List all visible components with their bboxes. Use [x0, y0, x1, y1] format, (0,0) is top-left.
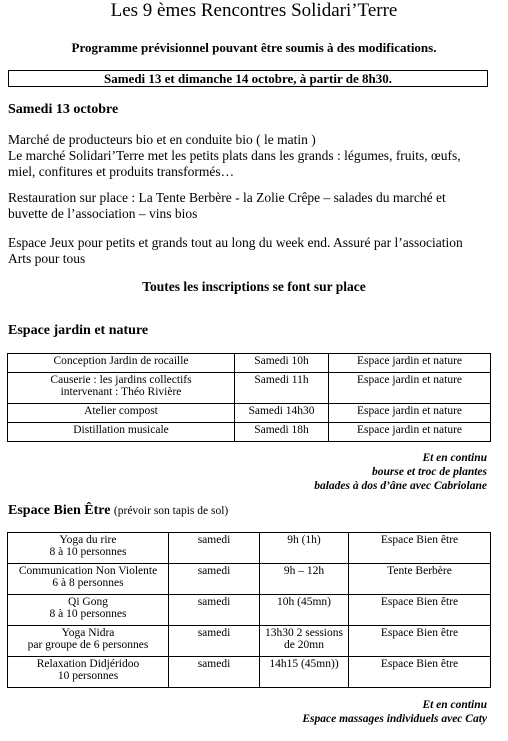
activity-cell: Qi Gong 8 à 10 personnes: [8, 595, 169, 626]
activity-cell: Conception Jardin de rocaille: [8, 354, 235, 373]
table-row: [8, 657, 491, 688]
page-title: Les 9 èmes Rencontres Solidari’Terre: [110, 0, 398, 21]
wellbeing-continuous-note: Et en continu Espace massages individuels avec Caty: [302, 699, 487, 725]
table-row: [8, 564, 491, 595]
market-line-2: Le marché Solidari’Terre met les petits plats dans les grands : légumes, fruits, œufs,: [8, 148, 461, 163]
registration-note: Toutes les inscriptions se font sur place: [142, 279, 366, 294]
wellbeing-heading: Espace Bien Être (prévoir son tapis de sol): [8, 503, 229, 518]
market-line-3: miel, confitures et produits transformés…: [8, 164, 235, 179]
food-paragraph: [8, 190, 500, 222]
time-cell: 13h30 2 sessions de 20mn: [260, 626, 349, 657]
activity-cell: Yoga Nidra par groupe de 6 personnes: [8, 626, 169, 657]
food-line-1: Restauration sur place : La Tente Berbère - la Zolie Crêpe – salades du marché et: [8, 190, 446, 205]
garden-continuous-note: Et en continu bourse et troc de plantes balades à dos d’âne avec Cabriolane: [314, 452, 487, 492]
place-cell: Espace Bien être: [349, 626, 491, 657]
wellbeing-table: [7, 532, 491, 688]
place-cell: Espace jardin et nature: [329, 423, 491, 442]
table-row: [8, 404, 491, 423]
place-cell: Espace Bien être: [349, 657, 491, 688]
time-cell: 9h – 12h: [260, 564, 349, 595]
food-line-2: buvette de l’association – vins bios: [8, 206, 198, 221]
market-line-1: Marché de producteurs bio et en conduite bio ( le matin ): [8, 132, 316, 147]
time-cell: Samedi 11h: [235, 373, 329, 404]
activity-cell: Distillation musicale: [8, 423, 235, 442]
garden-table: [7, 353, 491, 442]
activity-cell: Causerie : les jardins collectifs intervenant : Théo Rivière: [8, 373, 235, 404]
day-cell: samedi: [169, 657, 260, 688]
activity-cell: Relaxation Didjéridoo 10 personnes: [8, 657, 169, 688]
activity-cell: Yoga du rire 8 à 10 personnes: [8, 533, 169, 564]
table-row: [8, 533, 491, 564]
table-row: [8, 626, 491, 657]
place-cell: Espace Bien être: [349, 533, 491, 564]
subtitle: Programme prévisionnel pouvant être soumis à des modifications.: [71, 40, 437, 55]
saturday-heading: Samedi 13 octobre: [8, 102, 119, 117]
place-cell: Espace jardin et nature: [329, 373, 491, 404]
day-cell: samedi: [169, 533, 260, 564]
place-cell: Espace Bien être: [349, 595, 491, 626]
time-cell: Samedi 18h: [235, 423, 329, 442]
table-row: [8, 595, 491, 626]
event-dates-box: Samedi 13 et dimanche 14 octobre, à partir de 8h30.: [8, 70, 488, 87]
day-cell: samedi: [169, 626, 260, 657]
garden-heading: Espace jardin et nature: [8, 323, 149, 338]
place-cell: Tente Berbère: [349, 564, 491, 595]
time-cell: 10h (45mn): [260, 595, 349, 626]
time-cell: 14h15 (45mn)): [260, 657, 349, 688]
table-row: [8, 354, 491, 373]
day-cell: samedi: [169, 595, 260, 626]
games-line-1: Espace Jeux pour petits et grands tout au long du week end. Assuré par l’association: [8, 235, 463, 250]
time-cell: 9h (1h): [260, 533, 349, 564]
place-cell: Espace jardin et nature: [329, 354, 491, 373]
table-row: [8, 373, 491, 404]
table-row: [8, 423, 491, 442]
activity-cell: Communication Non Violente 6 à 8 personnes: [8, 564, 169, 595]
time-cell: Samedi 10h: [235, 354, 329, 373]
place-cell: Espace jardin et nature: [329, 404, 491, 423]
time-cell: Samedi 14h30: [235, 404, 329, 423]
day-cell: samedi: [169, 564, 260, 595]
games-paragraph: [8, 235, 500, 267]
market-paragraph: [8, 132, 500, 180]
games-line-2: Arts pour tous: [8, 251, 86, 266]
activity-cell: Atelier compost: [8, 404, 235, 423]
